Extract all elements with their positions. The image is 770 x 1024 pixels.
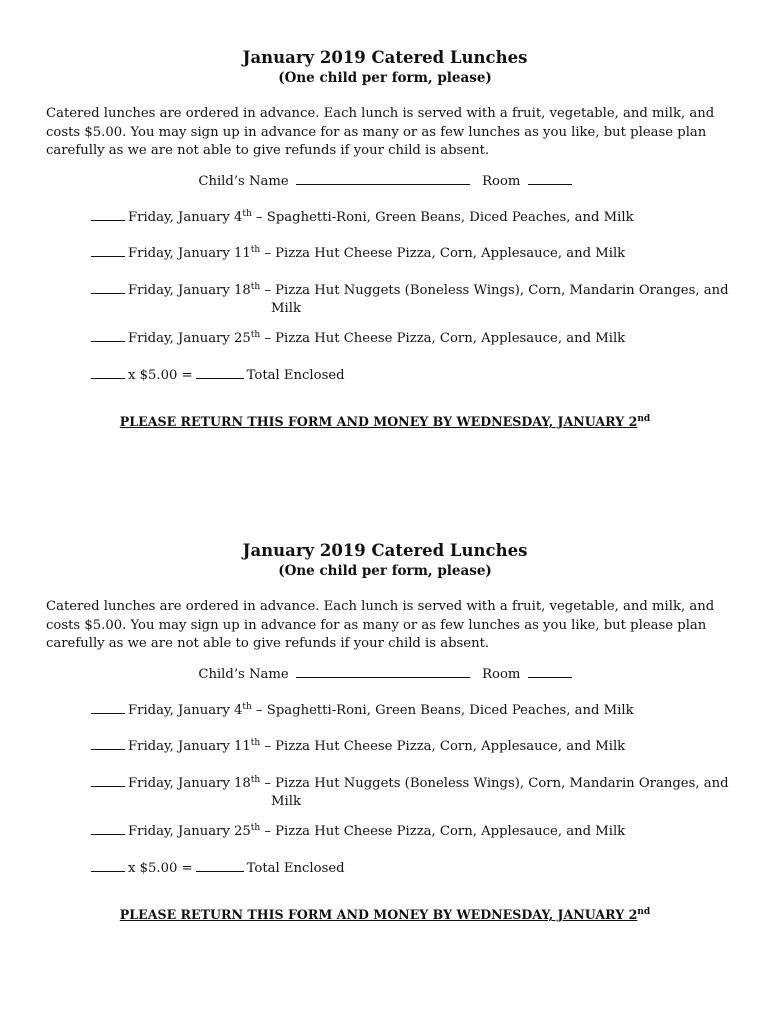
date-suffix: th <box>250 775 261 785</box>
date-suffix: th <box>250 245 261 255</box>
price-multiplier: x $5.00 = <box>128 861 193 876</box>
form-title: January 2019 Catered Lunches <box>242 48 528 67</box>
return-text: PLEASE RETURN THIS FORM AND MONEY BY WEDNESDAY, JANUARY 2 <box>119 907 638 922</box>
child-info-row <box>0 171 770 191</box>
room-field[interactable] <box>528 171 572 185</box>
lunch-item <box>91 243 711 263</box>
total-amount-blank[interactable] <box>196 365 244 379</box>
lunch-menu: – Pizza Hut Nuggets (Boneless Wings), Corn, Mandarin Oranges, and <box>260 283 729 298</box>
lunch-date: Friday, January 18 <box>128 283 251 298</box>
form-subtitle: (One child per form, please) <box>278 563 492 579</box>
room-label: Room <box>482 667 521 682</box>
lunch-item <box>91 773 729 811</box>
room-field[interactable] <box>528 664 572 678</box>
intro-paragraph: Catered lunches are ordered in advance. Each lunch is served with a fruit, vegetable, and milk, and costs $5.00. You may sign up in advance for as many or as few lunches as you like, but please plan carefully as we are not able to give refunds if your child is absent. <box>46 106 715 158</box>
date-suffix: th <box>250 282 261 292</box>
lunch-date: Friday, January 11 <box>128 739 251 754</box>
lunch-item <box>91 700 711 720</box>
lunch-check-blank[interactable] <box>91 280 125 294</box>
child-info-row <box>0 664 770 684</box>
lunch-item <box>91 821 711 841</box>
total-amount-blank[interactable] <box>196 858 244 872</box>
lunch-check-blank[interactable] <box>91 243 125 257</box>
lunch-menu: – Spaghetti-Roni, Green Beans, Diced Peaches, and Milk <box>251 703 634 718</box>
lunch-menu: – Pizza Hut Cheese Pizza, Corn, Applesauce, and Milk <box>260 824 626 839</box>
return-notice <box>0 906 770 924</box>
form-subtitle: (One child per form, please) <box>278 70 492 86</box>
date-suffix: th <box>250 330 261 340</box>
child-name-label: Child’s Name <box>198 174 289 189</box>
lunch-menu-continued: Milk <box>271 301 301 316</box>
date-suffix: th <box>242 702 252 712</box>
lunch-date: Friday, January 4 <box>128 703 243 718</box>
return-notice <box>0 413 770 431</box>
child-name-label: Child’s Name <box>198 667 289 682</box>
lunch-menu: – Pizza Hut Nuggets (Boneless Wings), Corn, Mandarin Oranges, and <box>260 776 729 791</box>
lunch-date: Friday, January 4 <box>128 210 243 225</box>
lunch-menu: – Pizza Hut Cheese Pizza, Corn, Applesauce, and Milk <box>260 331 626 346</box>
lunch-item <box>91 207 711 227</box>
date-suffix: th <box>250 738 261 748</box>
lunch-check-blank[interactable] <box>91 821 125 835</box>
lunch-date: Friday, January 11 <box>128 246 251 261</box>
child-name-field[interactable] <box>296 171 470 185</box>
order-form-2 <box>0 493 770 973</box>
lunch-check-blank[interactable] <box>91 700 125 714</box>
lunch-date: Friday, January 25 <box>128 824 251 839</box>
lunch-check-blank[interactable] <box>91 328 125 342</box>
lunch-date: Friday, January 18 <box>128 776 251 791</box>
child-name-field[interactable] <box>296 664 470 678</box>
total-label: Total Enclosed <box>246 368 345 383</box>
return-suffix: nd <box>637 907 651 917</box>
lunch-item <box>91 328 711 348</box>
lunch-menu: – Pizza Hut Cheese Pizza, Corn, Applesauce, and Milk <box>260 739 626 754</box>
lunch-menu: – Spaghetti-Roni, Green Beans, Diced Peaches, and Milk <box>251 210 634 225</box>
form-title: January 2019 Catered Lunches <box>242 541 528 560</box>
date-suffix: th <box>242 209 252 219</box>
total-row <box>91 365 711 385</box>
total-label: Total Enclosed <box>246 861 345 876</box>
order-form-1 <box>0 0 770 480</box>
room-label: Room <box>482 174 521 189</box>
return-text: PLEASE RETURN THIS FORM AND MONEY BY WEDNESDAY, JANUARY 2 <box>119 414 638 429</box>
lunch-check-blank[interactable] <box>91 207 125 221</box>
lunch-check-blank[interactable] <box>91 736 125 750</box>
date-suffix: th <box>250 823 261 833</box>
lunch-count-blank[interactable] <box>91 365 125 379</box>
lunch-check-blank[interactable] <box>91 773 125 787</box>
lunch-menu: – Pizza Hut Cheese Pizza, Corn, Applesauce, and Milk <box>260 246 626 261</box>
lunch-menu-continued: Milk <box>271 794 301 809</box>
price-multiplier: x $5.00 = <box>128 368 193 383</box>
lunch-count-blank[interactable] <box>91 858 125 872</box>
intro-paragraph: Catered lunches are ordered in advance. Each lunch is served with a fruit, vegetable, and milk, and costs $5.00. You may sign up in advance for as many or as few lunches as you like, but please plan carefully as we are not able to give refunds if your child is absent. <box>46 599 715 651</box>
lunch-date: Friday, January 25 <box>128 331 251 346</box>
return-suffix: nd <box>637 414 651 424</box>
total-row <box>91 858 711 878</box>
lunch-item <box>91 280 729 318</box>
lunch-item <box>91 736 711 756</box>
